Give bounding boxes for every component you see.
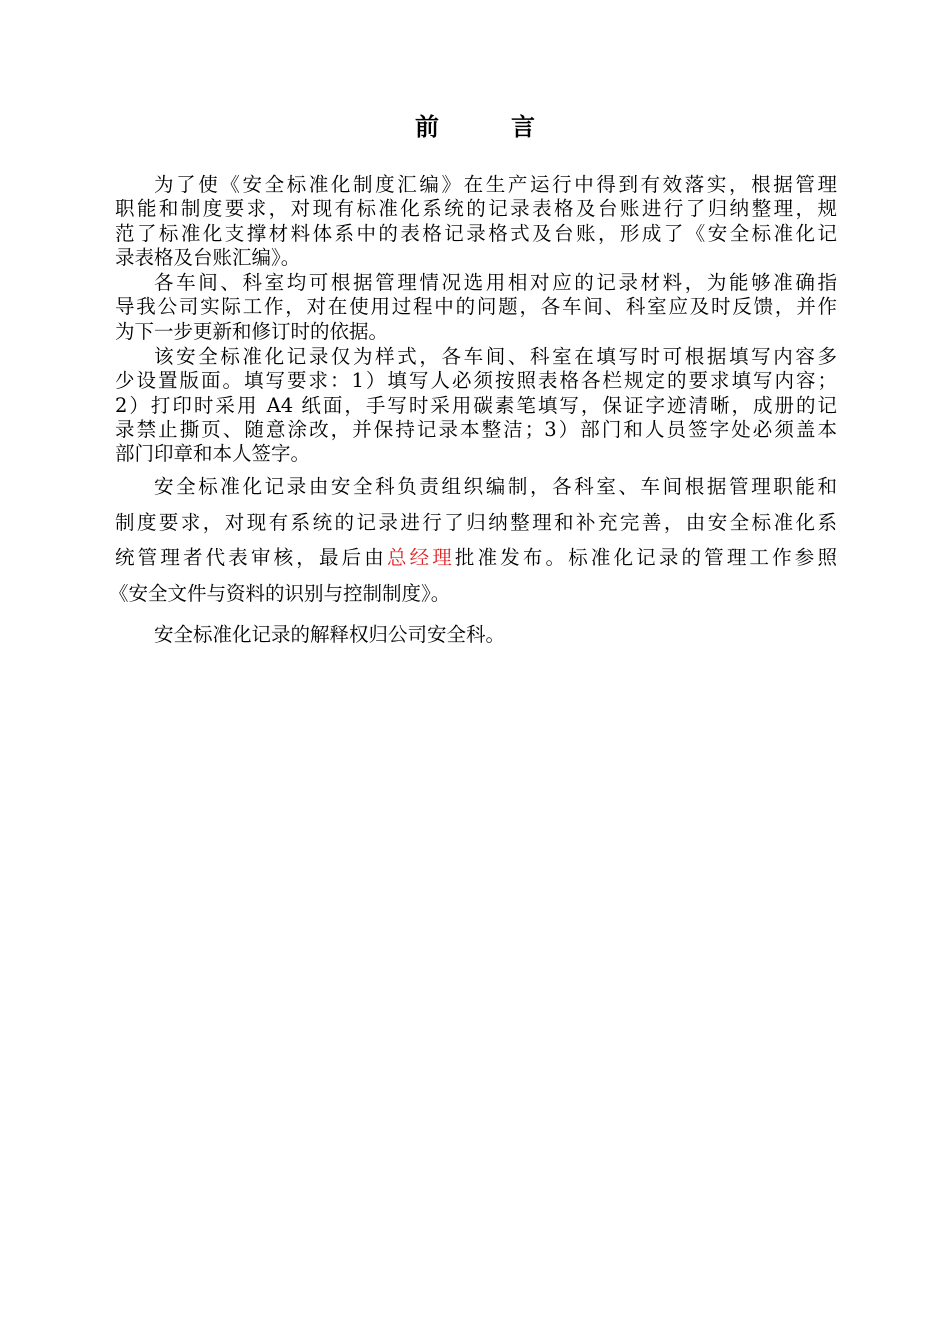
paragraph-line: 部门印章和本人签字。 bbox=[115, 442, 311, 466]
paragraph-line: 安全标准化记录由安全科负责组织编制，各科室、车间根据管理职能和 bbox=[154, 475, 837, 498]
paragraph-2 bbox=[115, 271, 837, 344]
paragraph-line: 录表格及台账汇编》。 bbox=[115, 245, 301, 269]
title-char-2: 言 bbox=[511, 112, 535, 141]
paragraph-line: 安全标准化记录的解释权归公司安全科。 bbox=[154, 623, 506, 646]
paragraph-line: 为了使《安全标准化制度汇编》在生产运行中得到有效落实，根据管理 bbox=[154, 173, 837, 196]
text-segment: 统管理者代表审核，最后由 bbox=[115, 546, 387, 569]
paragraph-line: 各车间、科室均可根据管理情况选用相对应的记录材料，为能够准确指 bbox=[154, 271, 837, 294]
paragraph-line: 2）打印时采用 A4 纸面，手写时采用碳素笔填写，保证字迹清晰，成册的记 bbox=[115, 393, 837, 417]
paragraph-line: 职能和制度要求，对现有标准化系统的记录表格及台账进行了归纳整理，规 bbox=[115, 197, 837, 221]
paragraph-5 bbox=[115, 617, 837, 653]
page-title bbox=[0, 107, 950, 142]
highlighted-text: 总经理 bbox=[386, 546, 455, 569]
paragraph-line: 制度要求，对现有系统的记录进行了归纳整理和补充完善，由安全标准化系 bbox=[115, 510, 837, 534]
paragraph-line: 录禁止撕页、随意涂改，并保持记录本整洁；3）部门和人员签字处必须盖本 bbox=[115, 417, 837, 441]
paragraph-line: 为下一步更新和修订时的依据。 bbox=[115, 319, 389, 343]
paragraph-line: 《安全文件与资料的识别与控制制度》。 bbox=[109, 581, 451, 605]
paragraph-3 bbox=[115, 345, 837, 466]
title-char-1: 前 bbox=[415, 112, 439, 141]
paragraph-line: 导我公司实际工作，对在使用过程中的问题，各车间、科室应及时反馈，并作 bbox=[115, 295, 837, 319]
paragraph-line: 少设置版面。填写要求：1）填写人必须按照表格各栏规定的要求填写内容； bbox=[115, 369, 837, 393]
paragraph-line bbox=[115, 540, 837, 576]
paragraph-line: 该安全标准化记录仅为样式，各车间、科室在填写时可根据填写内容多 bbox=[154, 345, 837, 368]
paragraph-line: 范了标准化支撑材料体系中的表格记录格式及台账，形成了《安全标准化记 bbox=[115, 221, 837, 245]
paragraph-1 bbox=[115, 173, 837, 270]
text-segment: 批准发布。标准化记录的管理工作参照 bbox=[454, 546, 837, 569]
paragraph-4 bbox=[109, 469, 837, 611]
